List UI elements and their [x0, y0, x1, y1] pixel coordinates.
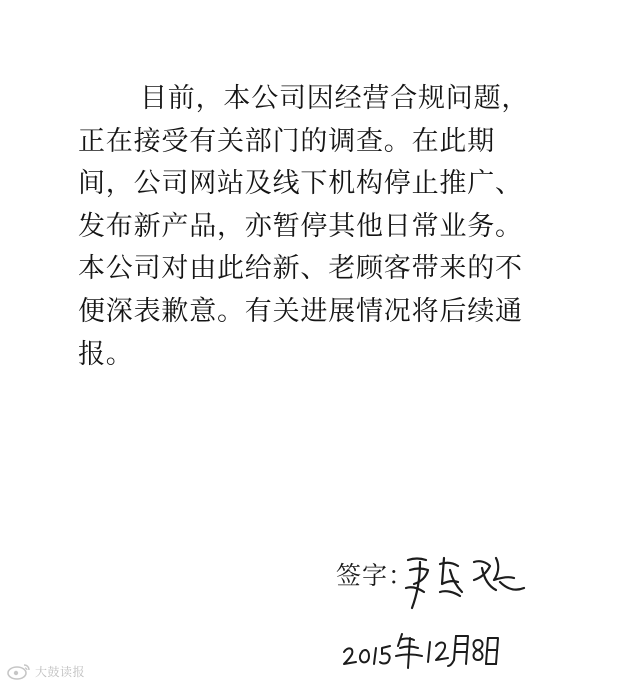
notice-line: 发布新产品，亦暂停其他日常业务。 [78, 210, 523, 242]
notice-line: 便深表歉意。有关进展情况将后续通 [78, 295, 523, 327]
notice-line: 报。 [78, 338, 134, 370]
notice-body [78, 78, 558, 376]
watermark [6, 662, 85, 680]
notice-line: 本公司对由此给新、老顾客带来的不 [78, 253, 523, 285]
notice-line: 间，公司网站及线下机构停止推广、 [78, 168, 523, 200]
watermark-text: 大鼓读报 [35, 664, 86, 679]
handwritten-signature [400, 548, 530, 614]
notice-line: 正在接受有关部门的调查。在此期 [78, 125, 495, 157]
weibo-logo-icon [6, 662, 32, 680]
handwritten-date [340, 626, 500, 672]
signature-label: 签字： [336, 561, 415, 590]
notice-line: 目前，本公司因经营合规问题， [140, 83, 530, 114]
